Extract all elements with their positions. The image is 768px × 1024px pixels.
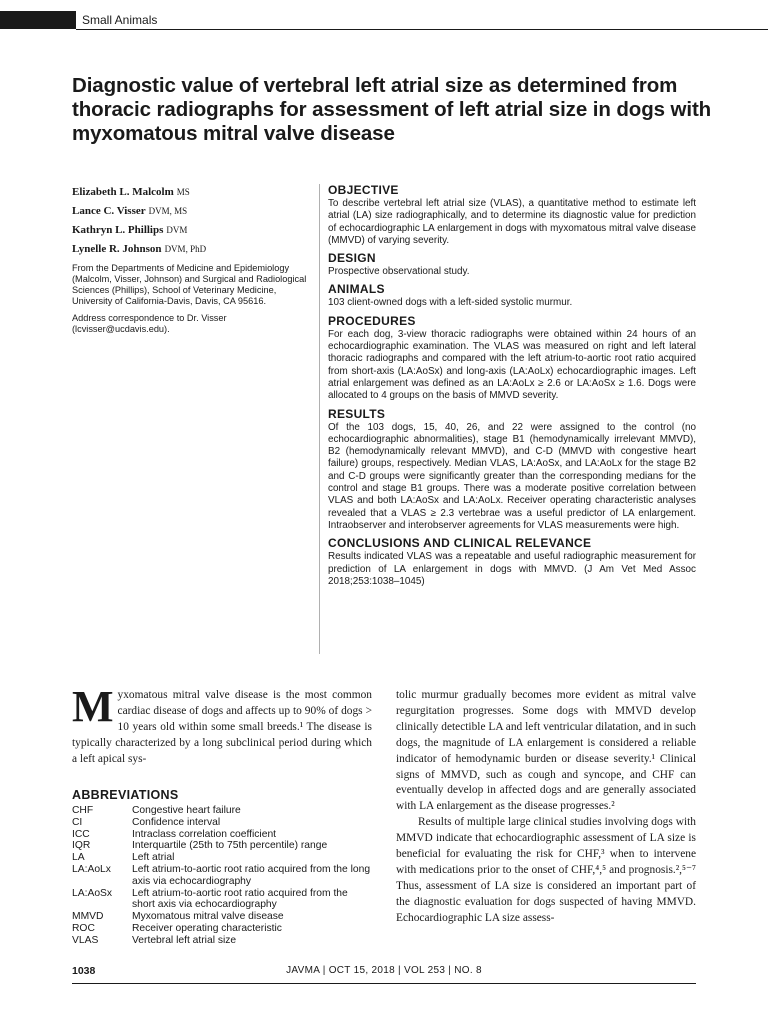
author-credentials: DVM, PhD	[164, 244, 207, 254]
abbreviation-row	[72, 840, 372, 852]
abbreviation-row	[72, 864, 372, 888]
intro-text	[72, 682, 372, 768]
abstract-text-objective: To describe vertebral left atrial size (VLAS), a quantitative method to estimate left atrial (LA) size radiographically, and to determine its diagnostic value for prediction of echocardiographic LA enlargement in dogs with myxomatous mitral valve disease (MMVD) of varying severity.	[328, 198, 696, 246]
author-credentials: DVM	[166, 225, 188, 235]
abbreviation-term: LA:AoSx	[72, 887, 113, 899]
footer-rule	[72, 983, 696, 984]
author	[72, 202, 312, 221]
abstract-heading-procedures: PROCEDURES	[328, 313, 416, 328]
abbreviation-row	[72, 888, 372, 912]
section-label: Small Animals	[82, 13, 158, 27]
abstract-text-procedures: For each dog, 3-view thoracic radiographs were obtained within 24 hours of an echocardiographic examination. The VLAS was measured on right and left lateral thoracic radiographs and compared with the left atrium-to-aortic root ratio acquired from short-axis (LA:AoSx) and long-axis (LA:AoLx) echocardiographic images. Left atrial enlargement was defined as an LA:AoLx ≥ 2.6 or LA:AoSx ≥ 1.6. Dogs were allocated to 4 groups on the basis of MMVD severity.	[328, 328, 696, 402]
author-credentials: MS	[176, 187, 190, 197]
body-paragraph: Results of multiple large clinical studies involving dogs with MMVD indicate that echocardiographic assessment of LA size is beneficial for evaluating the risk for CHF,³ when to intervene with medications prior to the onset of CHF,⁴,⁵ and prognosis.²,⁵⁻⁷ Thus, assessment of LA size is considered an important part of the diagnostic evaluation for dogs suspected of having MMVD. Echocardiographic LA size assess-	[396, 816, 696, 924]
abbreviation-term: VLAS	[72, 934, 99, 946]
article-title: Diagnostic value of vertebral left atrial size as determined from thoracic radiographs for assessment of left atrial size in dogs with myxomatous mitral valve disease	[72, 74, 712, 145]
author	[72, 240, 312, 259]
body-paragraph: tolic murmur gradually becomes more evident as mitral valve regurgitation progresses. Some dogs with MMVD develop clinically detectible LA and left ventricular dilatation, and in such dogs, the magnitude of LA enlargement is considered a reliable indicator of hemodynamic burden or disease severity.¹ Clinical signs of MMVD, such as cough and syncope, and CHF can eventually develop in affected dogs and are generally associated with LA enlargement as the disease progresses.²	[396, 689, 696, 813]
author	[72, 183, 312, 202]
abstract-heading-objective: OBJECTIVE	[328, 183, 399, 197]
author-name: Lance C. Visser	[72, 205, 146, 217]
abstract-heading-design: DESIGN	[328, 251, 376, 266]
affiliation: From the Departments of Medicine and Epidemiology (Malcolm, Visser, Johnson) and Surgical and Radiological Sciences (Phillips), School of Veterinary Medicine, University of California-Davis, Davis, CA 95616.	[72, 263, 307, 306]
abbreviation-row	[72, 935, 372, 947]
abstract-heading-animals: ANIMALS	[328, 282, 385, 297]
correspondence: Address correspondence to Dr. Visser (lcvisser@ucdavis.edu).	[72, 313, 227, 334]
abbreviation-definition: Intraclass correlation coefficient	[132, 828, 277, 840]
abbreviation-row	[72, 817, 372, 829]
abbreviation-term: IQR	[72, 840, 91, 852]
abbreviation-definition: Interquartile (25th to 75th percentile) range	[132, 840, 328, 852]
drop-cap: M	[72, 682, 114, 731]
abbreviation-row	[72, 852, 372, 864]
abbreviation-row	[72, 923, 372, 935]
abbreviation-definition: Left atrium-to-aortic root ratio acquired from the short axis via echocardiography	[132, 887, 348, 911]
section-bar	[0, 11, 76, 29]
author-name: Elizabeth L. Malcolm	[72, 186, 174, 198]
abstract-text-animals: 103 client-owned dogs with a left-sided systolic murmur.	[328, 297, 573, 309]
author-credentials: DVM, MS	[148, 206, 188, 216]
abbreviation-definition: Receiver operating characteristic	[132, 922, 282, 934]
abbreviation-definition: Left atrial	[132, 852, 175, 864]
abstract-text-design: Prospective observational study.	[328, 266, 470, 278]
body-right-column	[396, 688, 696, 927]
abbreviation-definition: Congestive heart failure	[132, 805, 241, 816]
abbreviation-definition: Vertebral left atrial size	[132, 934, 237, 946]
abstract	[328, 183, 696, 588]
page-number: 1038	[72, 965, 96, 977]
abbreviation-term: LA	[72, 852, 85, 864]
column-divider	[319, 184, 320, 654]
abbreviations-heading: ABBREVIATIONS	[72, 788, 179, 802]
abbreviation-term: ROC	[72, 922, 95, 934]
abbreviation-definition: Left atrium-to-aortic root ratio acquired from the long axis via echocardiography	[132, 863, 371, 887]
abbreviation-row	[72, 911, 372, 923]
abbreviation-definition: Myxomatous mitral valve disease	[132, 911, 284, 923]
intro-body: yxomatous mitral valve disease is the most common cardiac disease of dogs and affects up to 90% of dogs > 10 years old within some small breeds.¹ The disease is typically characterized by a long subclinical period during which a left apical sys-	[72, 689, 372, 765]
abbreviations-table	[72, 805, 372, 947]
abstract-text-conclusions: Results indicated VLAS was a repeatable and useful radiographic measurement for prediction of LA enlargement in dogs with MMVD. (J Am Vet Med Assoc 2018;253:1038–1045)	[328, 551, 696, 587]
abbreviation-row	[72, 805, 372, 817]
abstract-text-results: Of the 103 dogs, 15, 40, 26, and 22 were assigned to the control (no echocardiographic abnormalities), stage B1 (hemodynamically irrelevant MMVD), B2 (hemodynamically relevant MMVD), and C-D (MMVD with congestive heart failure) groups, respectively. Median VLAS, LA:AoSx, and LA:AoLx for the stage B2 and C-D groups were significantly greater than the corresponding medians for the control and stage B1 groups. There was a moderate positive correlation between VLAS and both LA:AoSx and LA:AoLx. Receiver operating characteristic analyses revealed that a VLAS ≥ 2.3 vertebrae was a useful predictor of LA enlargement. Intraobserver and interobserver agreements for VLAS measurements were high.	[328, 421, 696, 531]
abstract-heading-results: RESULTS	[328, 406, 386, 421]
header-rule	[76, 29, 768, 30]
abbreviation-row	[72, 829, 372, 841]
journal-citation: JAVMA | OCT 15, 2018 | VOL 253 | NO. 8	[286, 965, 482, 976]
abbreviation-term: CHF	[72, 805, 94, 816]
author-name: Kathryn L. Phillips	[72, 224, 164, 236]
abbreviation-term: MMVD	[72, 911, 104, 923]
abbreviation-term: ICC	[72, 828, 90, 840]
abstract-heading-conclusions: CONCLUSIONS AND CLINICAL RELEVANCE	[328, 536, 592, 551]
author-list	[72, 183, 312, 259]
abbreviation-definition: Confidence interval	[132, 816, 221, 828]
abbreviation-term: LA:AoLx	[72, 863, 111, 875]
author-name: Lynelle R. Johnson	[72, 243, 162, 255]
author	[72, 221, 312, 240]
intro-paragraph	[72, 682, 372, 768]
abbreviation-term: CI	[72, 816, 83, 828]
